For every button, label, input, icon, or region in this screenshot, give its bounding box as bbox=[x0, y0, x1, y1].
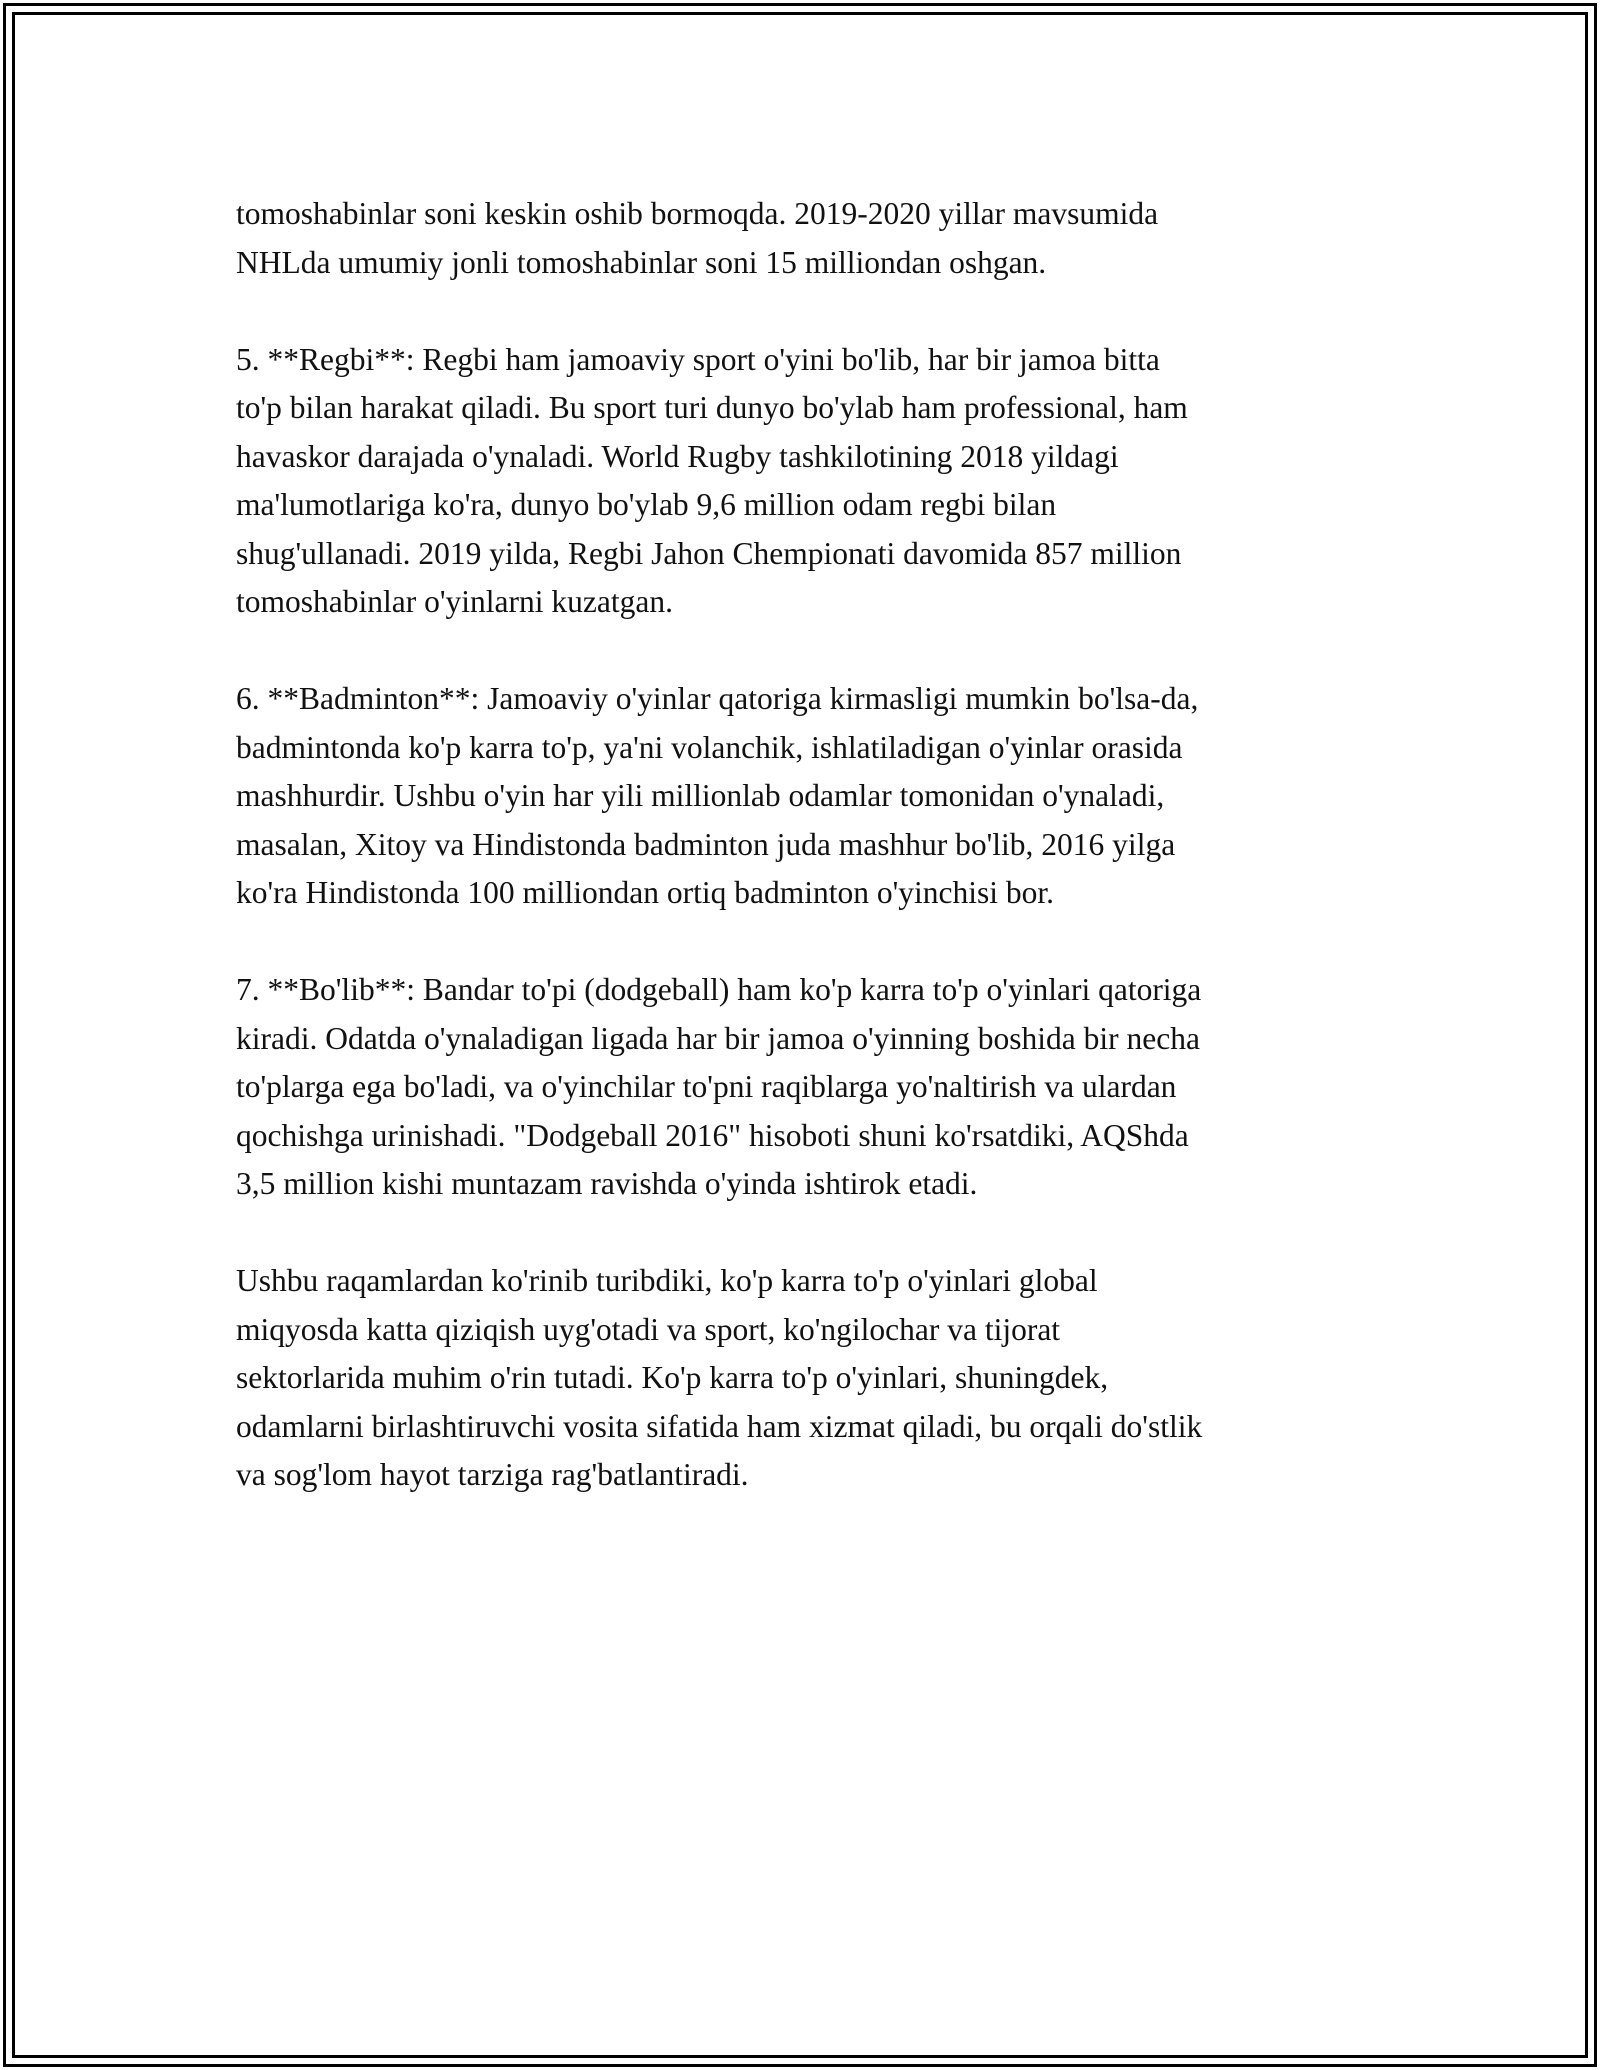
text-line: to'plarga ega bo'ladi, va o'yinchilar to'pni raqiblarga yo'naltirish va ulardan bbox=[236, 1069, 1177, 1104]
text-line: ma'lumotlariga ko'ra, dunyo bo'ylab 9,6 million odam regbi bilan bbox=[236, 487, 1057, 522]
text-line: 7. **Bo'lib**: Bandar to'pi (dodgeball) ham ko'p karra to'p o'yinlari qatoriga bbox=[236, 972, 1202, 1007]
text-line: badmintonda ko'p karra to'p, ya'ni volanchik, ishlatiladigan o'yinlar orasida bbox=[236, 729, 1183, 765]
text-line: miqyosda katta qiziqish uyg'otadi va sport, ko'ngilochar va tijorat bbox=[236, 1311, 1061, 1347]
document-body bbox=[236, 190, 1386, 1548]
text-line: qochishga urinishadi. "Dodgeball 2016" hisoboti shuni ko'rsatdiki, AQShda bbox=[236, 1117, 1189, 1153]
text-line: tomoshabinlar o'yinlarni kuzatgan. bbox=[236, 584, 673, 619]
text-line: 5. **Regbi**: Regbi ham jamoaviy sport o'yini bo'lib, har bir jamoa bitta bbox=[236, 341, 1160, 377]
text-line: mashhurdir. Ushbu o'yin har yili millionlab odamlar tomonidan o'ynaladi, bbox=[236, 778, 1165, 813]
paragraph-badminton bbox=[236, 675, 1386, 918]
text-line: odamlarni birlashtiruvchi vosita sifatida ham xizmat qiladi, bu orqali do'stlik bbox=[236, 1408, 1203, 1444]
text-line: masalan, Xitoy va Hindistonda badminton juda mashhur bo'lib, 2016 yilga bbox=[236, 826, 1176, 862]
text-line: kiradi. Odatda o'ynaladigan ligada har bir jamoa o'yinning boshida bir necha bbox=[236, 1020, 1200, 1056]
paragraph-nhl-continuation bbox=[236, 190, 1386, 287]
text-line: sektorlarida muhim o'rin tutadi. Ko'p karra to'p o'yinlari, shuningdek, bbox=[236, 1360, 1109, 1395]
paragraph-conclusion bbox=[236, 1257, 1386, 1500]
paragraph-rugby bbox=[236, 336, 1386, 627]
text-line: 6. **Badminton**: Jamoaviy o'yinlar qatoriga kirmasligi mumkin bo'lsa-da, bbox=[236, 681, 1199, 716]
text-line: 3,5 million kishi muntazam ravishda o'yinda ishtirok etadi. bbox=[236, 1166, 978, 1201]
text-line: to'p bilan harakat qiladi. Bu sport turi dunyo bo'ylab ham professional, ham bbox=[236, 390, 1188, 425]
text-line: va sog'lom hayot tarziga rag'batlantiradi. bbox=[236, 1457, 749, 1492]
paragraph-dodgeball bbox=[236, 966, 1386, 1209]
text-line: ko'ra Hindistonda 100 milliondan ortiq badminton o'yinchisi bor. bbox=[236, 875, 1055, 910]
text-line: havaskor darajada o'ynaladi. World Rugby tashkilotining 2018 yildagi bbox=[236, 438, 1119, 474]
text-line: tomoshabinlar soni keskin oshib bormoqda. 2019-2020 yillar mavsumida bbox=[236, 196, 1159, 231]
text-line: shug'ullanadi. 2019 yilda, Regbi Jahon Chempionati davomida 857 million bbox=[236, 535, 1182, 571]
text-line: Ushbu raqamlardan ko'rinib turibdiki, ko'p karra to'p o'yinlari global bbox=[236, 1263, 1098, 1298]
text-line: NHLda umumiy jonli tomoshabinlar soni 15 milliondan oshgan. bbox=[236, 244, 1047, 280]
